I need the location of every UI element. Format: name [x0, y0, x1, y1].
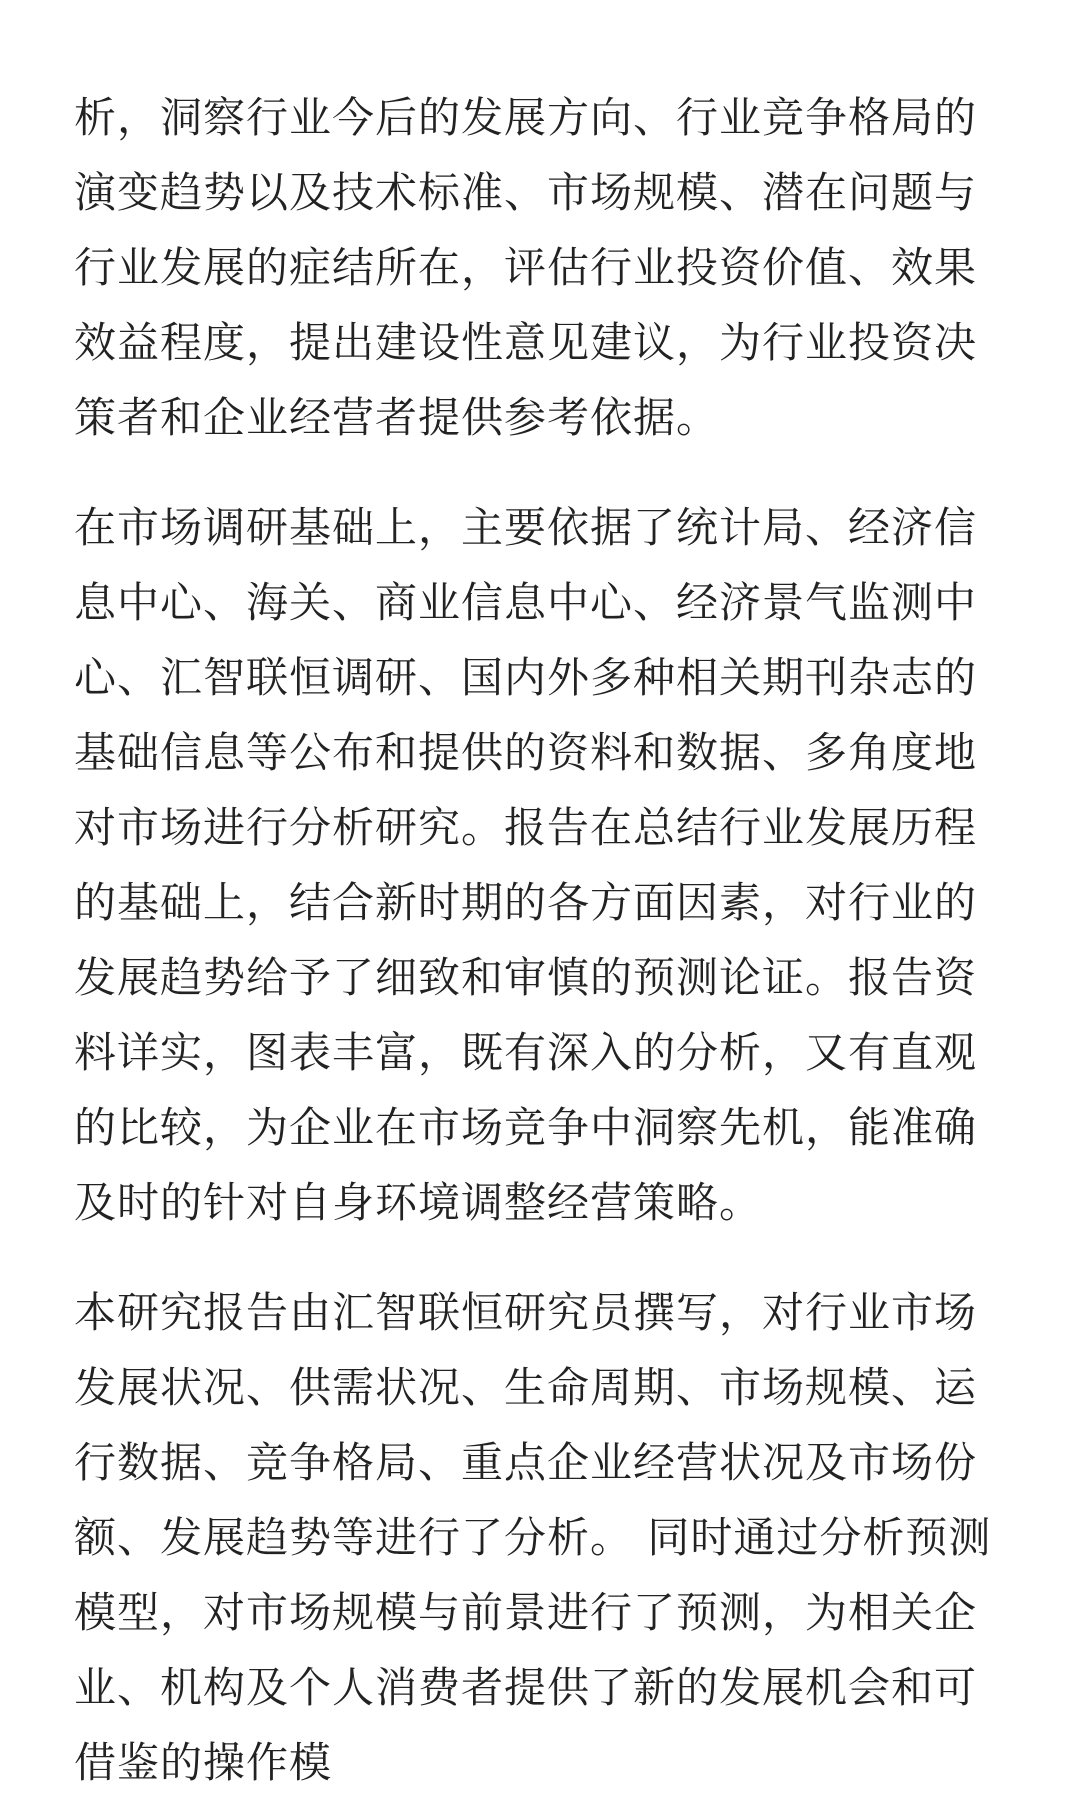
paragraph-report-scope: 本研究报告由汇智联恒研究员撰写，对行业市场发展状况、供需状况、生命周期、市场规模、运行数据、竞争格局、重点企业经营状况及市场份额、发展趋势等进行了分析。 同时通过分析预测模型，对市场规模与前景进行了预测，为相关企业、机构及个人消费者提供了新的发展机会和可借鉴的操作模: [74, 1288, 992, 1787]
paragraph-data-sources: 在市场调研基础上，主要依据了统计局、经济信息中心、海关、商业信息中心、经济景气监测中心、汇智联恒调研、国内外多种相关期刊杂志的基础信息等公布和提供的资料和数据、多角度地对市场进行分析研究。报告在总结行业发展历程的基础上，结合新时期的各方面因素，对行业的发展趋势给予了细致和审慎的预测论证。报告资料详实，图表丰富，既有深入的分析，又有直观的比较，为企业在市场竞争中洞察先机，能准确及时的针对自身环境调整经营策略。: [74, 503, 978, 1227]
paragraph-analysis-purpose: 析，洞察行业今后的发展方向、行业竞争格局的演变趋势以及技术标准、市场规模、潜在问题与行业发展的症结所在，评估行业投资价值、效果效益程度，提出建设性意见建议，为行业投资决策者和企业经营者提供参考依据。: [74, 93, 978, 442]
article-body: [74, 80, 1014, 1800]
